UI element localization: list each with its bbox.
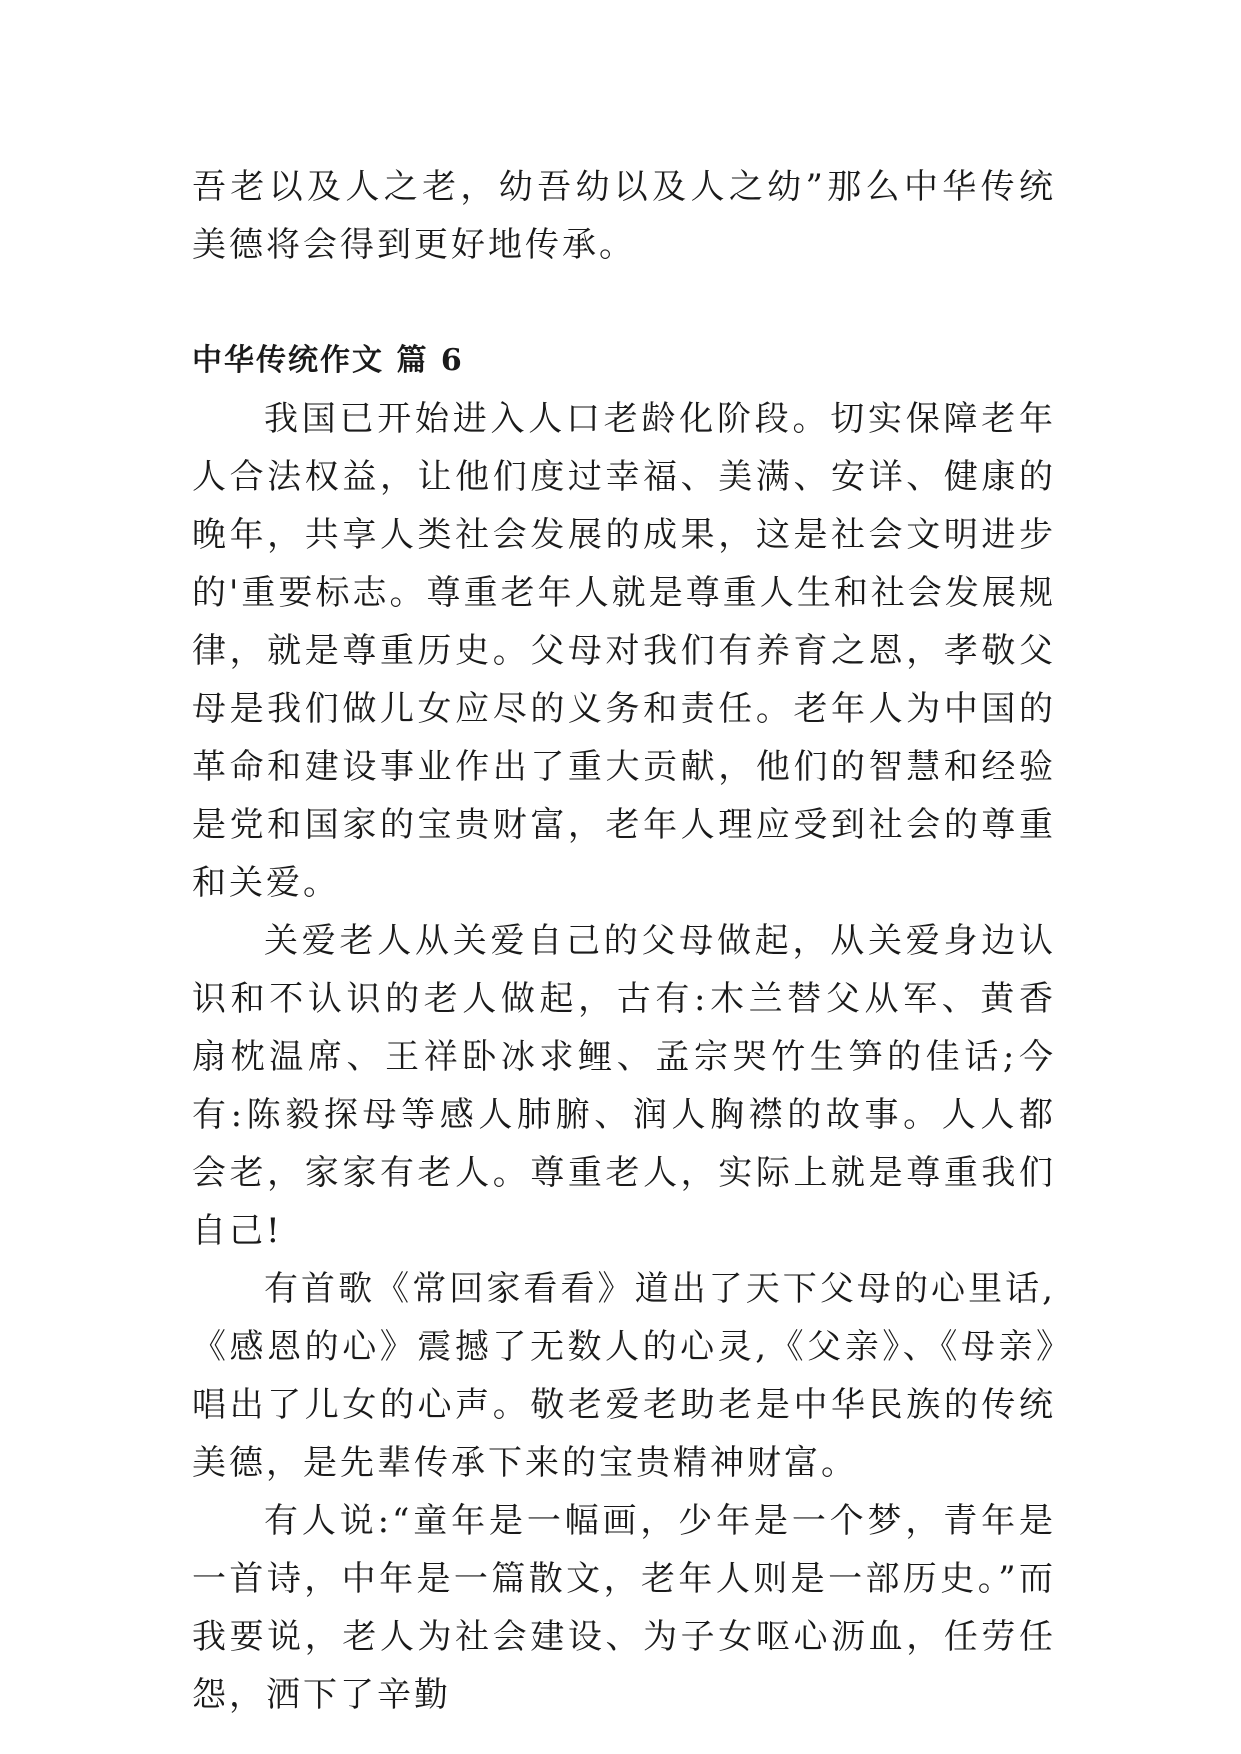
paragraph-4: 有人说:“童年是一幅画，少年是一个梦，青年是一首诗，中年是一篇散文，老年人则是一部历史。”而我要说，老人为社会建设、为子女呕心沥血，任劳任怨，洒下了辛勤 — [192, 1501, 1056, 1715]
continuation-paragraph: 吾老以及人之老，幼吾幼以及人之幼”那么中华传统美德将会得到更好地传承。 — [192, 167, 1056, 265]
paragraph-2: 关爱老人从关爱自己的父母做起，从关爱身边认识和不认识的老人做起，古有:木兰替父从军、黄香扇枕温席、王祥卧冰求鲤、孟宗哭竹生笋的佳话;今有:陈毅探母等感人肺腑、润人胸襟的故事。人人都会老，家家有老人。尊重老人，实际上就是尊重我们自己! — [192, 921, 1056, 1251]
document-body — [192, 158, 1056, 1724]
section-heading: 中华传统作文 篇 6 — [192, 343, 464, 378]
paragraph-1: 我国已开始进入人口老龄化阶段。切实保障老年人合法权益，让他们度过幸福、美满、安详、健康的晚年，共享人类社会发展的成果，这是社会文明进步的'重要标志。尊重老年人就是尊重人生和社会发展规律，就是尊重历史。父母对我们有养育之恩，孝敬父母是我们做儿女应尽的义务和责任。老年人为中国的革命和建设事业作出了重大贡献，他们的智慧和经验是党和国家的宝贵财富，老年人理应受到社会的尊重和关爱。 — [192, 399, 1056, 903]
paragraph-3: 有首歌《常回家看看》道出了天下父母的心里话,《感恩的心》震撼了无数人的心灵,《父亲》、《母亲》唱出了儿女的心声。敬老爱老助老是中华民族的传统美德，是先辈传承下来的宝贵精神财富。 — [192, 1269, 1056, 1483]
